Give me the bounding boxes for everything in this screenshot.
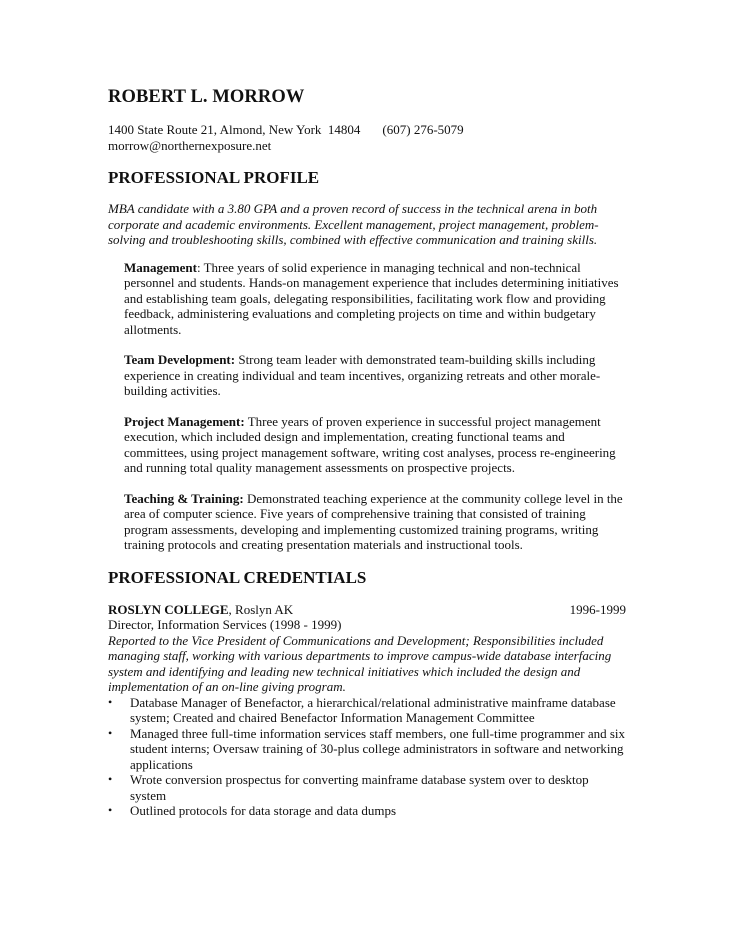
- skill-title: Teaching & Training:: [124, 490, 244, 506]
- candidate-name: ROBERT L. MORROW: [108, 87, 305, 107]
- job-bullets: [108, 695, 628, 819]
- skill-team-development: [124, 352, 626, 399]
- employer-location: , Roslyn AK: [228, 601, 294, 617]
- skills-list: [124, 260, 626, 553]
- skill-project-management: [124, 414, 626, 476]
- list-item: • Wrote conversion prospectus for converting mainframe database system over to desktop system: [108, 772, 589, 803]
- profile-summary: MBA candidate with a 3.80 GPA and a proven record of success in the technical arena in both corporate and academic environments. Excellent management, project management, problem-solving and troubleshooting skills, combined with effective communication and training skills.: [108, 201, 599, 247]
- job-dates: 1996-1999: [569, 601, 626, 617]
- job-title: Director, Information Services (1998 - 1999): [108, 617, 342, 632]
- job-header: [108, 602, 626, 618]
- skill-text: Three years of solid experience in managing technical and non-technical personnel and students. Hands-on management experience that includes determining initiatives and establishing team goals, delegating responsibilities, facilitating work flow and providing feedback, administering evaluations and completing projects on time and within budgetary allotments.: [124, 259, 619, 337]
- bullet-icon: •: [108, 694, 113, 709]
- job-description: Reported to the Vice President of Communications and Development; Responsibilities included managing staff, working with various departments to improve campus-wide database interfacing system and identifying and leading new technical initiatives which included the design and implementation of an on-line giving program.: [108, 632, 612, 694]
- address-phone-line: [108, 122, 633, 138]
- phone: (607) 276-5079: [382, 122, 464, 137]
- address: 1400 State Route 21, Almond, New York 14804: [108, 122, 361, 137]
- bullet-icon: •: [108, 725, 113, 740]
- skill-title: Management: [124, 259, 197, 275]
- employer-name: ROSLYN COLLEGE: [108, 601, 229, 617]
- skill-teaching-training: [124, 491, 626, 553]
- skill-text: Strong team leader with demonstrated team-building skills including experience in creating individual and team incentives, organizing retreats and other morale-building activities.: [124, 352, 601, 398]
- contact-block: [108, 122, 633, 153]
- list-item: • Database Manager of Benefactor, a hierarchical/relational administrative mainframe database system; Created and chaired Benefactor Information Management Committee: [108, 694, 616, 725]
- profile-heading: PROFESSIONAL PROFILE: [108, 168, 320, 187]
- skill-text: Demonstrated teaching experience at the community college level in the area of computer science. Five years of comprehensive training that consisted of training program assessments, developing and implementing customized training programs, writing training protocols and creating presentation materials and instructional tools.: [124, 490, 623, 552]
- skill-title: Project Management:: [124, 413, 245, 429]
- list-item: • Outlined protocols for data storage and data dumps: [108, 803, 397, 818]
- skill-text: Three years of proven experience in successful project management execution, which included design and implementation, creating functional teams and committees, using project management software, writing cost analyses, process re-engineering and running total quality management assessments on prospective projects.: [124, 413, 616, 475]
- job-entry: [108, 602, 633, 819]
- skill-title: Team Development:: [124, 352, 236, 367]
- list-item: • Managed three full-time information services staff members, one full-time programmer and six student interns; Oversaw training of 30-plus college administrators in software and networking applications: [108, 725, 626, 772]
- resume-page: [108, 86, 633, 819]
- email[interactable]: morrow@northernexposure.net: [108, 137, 272, 153]
- skill-management: Management: Three years of solid experience in managing technical and non-technical personnel and students. Hands-on management experience that includes determining initiatives and establishing team goals, delegating responsibilities, facilitating work flow and providing feedback, administering evaluations and completing projects on time and within budgetary allotments.: [124, 259, 619, 337]
- bullet-icon: •: [108, 772, 113, 786]
- credentials-heading: PROFESSIONAL CREDENTIALS: [108, 567, 367, 587]
- bullet-icon: •: [108, 803, 113, 817]
